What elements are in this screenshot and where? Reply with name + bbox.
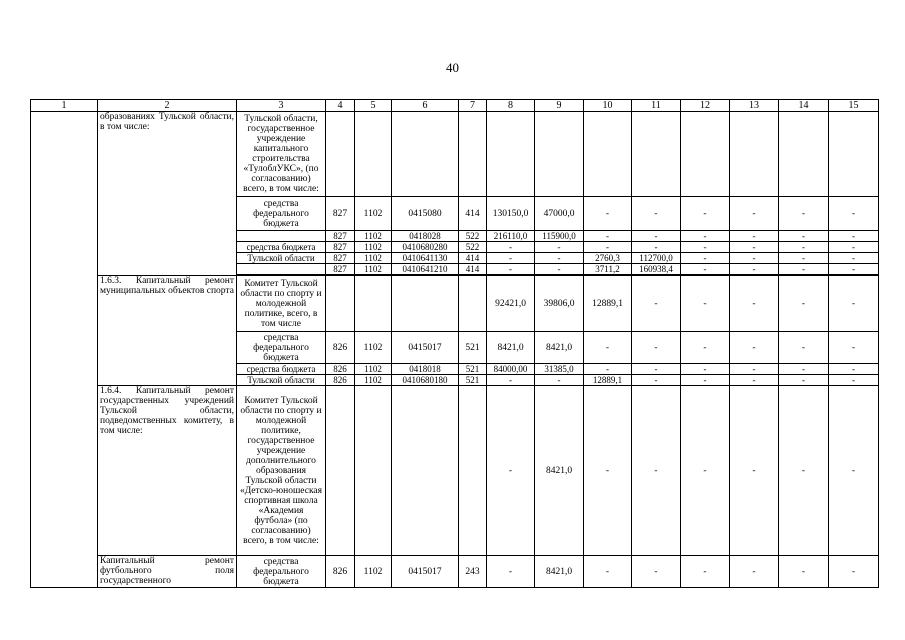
measure-cell: образованиях Тульской области, в том числе: [98,112,237,276]
value-cell: - [681,332,730,364]
value-cell: - [535,242,584,253]
value-cell: - [829,556,879,588]
value-cell: - [730,242,779,253]
header-cell: 1 [31,100,98,112]
source-cell [237,231,326,242]
value-cell: 115900,0 [535,231,584,242]
measure-cell: Капитальный ремонт футбольного поля государственного [98,556,237,588]
value-cell: - [584,242,632,253]
value-cell: 0410641130 [392,253,459,264]
source-cell: средства федерального бюджета [237,197,326,231]
value-cell: - [681,197,730,231]
value-cell: 522 [459,242,487,253]
value-cell: 1102 [355,197,392,231]
source-cell: средства федерального бюджета [237,556,326,588]
value-cell: 1102 [355,556,392,588]
value-cell: 12889,1 [584,375,632,386]
source-cell: средства бюджета [237,242,326,253]
value-cell: - [584,364,632,375]
value-cell: 1102 [355,253,392,264]
value-cell: 0410680280 [392,242,459,253]
value-cell: - [487,242,535,253]
value-cell: 522 [459,231,487,242]
value-cell: 826 [326,364,355,375]
value-cell: - [829,276,879,332]
value-cell: 414 [459,253,487,264]
value-cell: 1102 [355,332,392,364]
value-cell: - [681,556,730,588]
executor-cell: Комитет Тульской области по спорту и молодежной политике, всего, в том числе [237,276,326,332]
value-cell: 1102 [355,242,392,253]
value-cell: - [779,332,829,364]
value-cell: 39806,0 [535,276,584,332]
value-cell: - [829,253,879,264]
header-cell: 6 [392,100,459,112]
value-cell: - [681,386,730,556]
value-cell: 0415080 [392,197,459,231]
value-cell: - [730,253,779,264]
value-cell: - [829,375,879,386]
value-cell: 0410641210 [392,264,459,275]
value-cell: - [730,264,779,275]
value-cell: 826 [326,375,355,386]
header-cell: 9 [535,100,584,112]
value-cell: - [632,332,681,364]
table-row [31,556,879,588]
value-cell: 160938,4 [632,264,681,275]
value-cell: - [487,386,535,556]
value-cell: 827 [326,231,355,242]
value-cell: 826 [326,332,355,364]
value-cell: - [779,375,829,386]
header-cell: 2 [98,100,237,112]
value-cell: 92421,0 [487,276,535,332]
value-cell: - [779,276,829,332]
value-cell: - [535,253,584,264]
page-number: 40 [446,60,459,75]
value-cell: - [779,253,829,264]
header-cell: 12 [681,100,730,112]
header-cell: 11 [632,100,681,112]
source-cell: Тульской области [237,253,326,264]
value-cell: - [829,197,879,231]
value-cell: - [584,386,632,556]
value-cell: 47000,0 [535,197,584,231]
executor-cell: Комитет Тульской области по спорту и молодежной политике, государственное учреждение дополнительного образования Тульской области «Детско-юношеская спортивная школа «Академия футбола» (по согласованию) всего, в том числе: [237,386,326,556]
value-cell: - [829,231,879,242]
value-cell: - [730,276,779,332]
value-cell: - [681,242,730,253]
value-cell: - [730,375,779,386]
value-cell: 8421,0 [535,386,584,556]
value-cell: 8421,0 [535,332,584,364]
value-cell: 414 [459,197,487,231]
value-cell: - [779,231,829,242]
value-cell: 0415017 [392,332,459,364]
value-cell: - [779,242,829,253]
value-cell: 0415017 [392,556,459,588]
source-cell [237,264,326,275]
header-cell: 13 [730,100,779,112]
header-cell: 10 [584,100,632,112]
value-cell: - [681,253,730,264]
value-cell: - [730,231,779,242]
value-cell: - [584,332,632,364]
value-cell: 2760,3 [584,253,632,264]
table-row [31,386,879,556]
value-cell: - [730,386,779,556]
header-cell: 14 [779,100,829,112]
value-cell: - [681,231,730,242]
value-cell: - [632,375,681,386]
value-cell: - [779,386,829,556]
value-cell: - [730,197,779,231]
value-cell: - [829,264,879,275]
value-cell: - [632,386,681,556]
value-cell: - [535,264,584,275]
value-cell: - [632,556,681,588]
value-cell: - [681,276,730,332]
value-cell: - [632,364,681,375]
value-cell: 827 [326,197,355,231]
source-cell: Тульской области [237,375,326,386]
value-cell: 826 [326,556,355,588]
col1-cell [31,112,98,588]
value-cell: 243 [459,556,487,588]
value-cell: 130150,0 [487,197,535,231]
value-cell: 0410680180 [392,375,459,386]
value-cell: 1102 [355,375,392,386]
value-cell: - [681,375,730,386]
executor-cell: Тульской области, государственное учреждение капитального строительства «ТулоблУКС», (по согласованию) всего, в том числе: [237,112,326,197]
value-cell: - [829,364,879,375]
header-row [31,100,879,112]
value-cell: 521 [459,364,487,375]
value-cell: 1102 [355,364,392,375]
measure-cell: 1.6.3. Капитальный ремонт муниципальных объектов спорта [98,276,237,386]
value-cell: 216110,0 [487,231,535,242]
value-cell: 84000,00 [487,364,535,375]
value-cell: 414 [459,264,487,275]
value-cell: 827 [326,264,355,275]
value-cell: 1102 [355,231,392,242]
value-cell: - [487,375,535,386]
value-cell: 1102 [355,264,392,275]
header-cell: 7 [459,100,487,112]
value-cell: 521 [459,375,487,386]
value-cell: 112700,0 [632,253,681,264]
value-cell: - [632,276,681,332]
value-cell: 8421,0 [487,332,535,364]
header-cell: 3 [237,100,326,112]
header-cell: 4 [326,100,355,112]
value-cell: 0418028 [392,231,459,242]
value-cell: 827 [326,242,355,253]
value-cell: - [779,264,829,275]
value-cell: - [779,556,829,588]
value-cell: - [730,364,779,375]
value-cell: 8421,0 [535,556,584,588]
budget-table [30,99,879,588]
value-cell: - [632,231,681,242]
value-cell: - [730,556,779,588]
value-cell: 0418018 [392,364,459,375]
value-cell: - [584,231,632,242]
value-cell: 521 [459,332,487,364]
value-cell: - [730,332,779,364]
value-cell: 12889,1 [584,276,632,332]
value-cell: - [632,197,681,231]
value-cell: - [487,253,535,264]
value-cell: - [632,242,681,253]
value-cell: 827 [326,253,355,264]
measure-cell: 1.6.4. Капитальный ремонт государственных учреждений Тульской области, подведомственных комитету, в том числе: [98,386,237,556]
source-cell: средства федерального бюджета [237,332,326,364]
header-cell: 5 [355,100,392,112]
value-cell: - [779,364,829,375]
value-cell: - [779,197,829,231]
value-cell: - [535,375,584,386]
source-cell: средства бюджета [237,364,326,375]
value-cell: - [584,556,632,588]
value-cell: - [487,264,535,275]
value-cell: - [829,332,879,364]
table-row [31,112,879,197]
value-cell: 3711,2 [584,264,632,275]
value-cell: - [829,242,879,253]
table-row [31,276,879,332]
value-cell: - [487,556,535,588]
value-cell: - [681,364,730,375]
value-cell: 31385,0 [535,364,584,375]
value-cell: - [681,264,730,275]
value-cell: - [829,386,879,556]
header-cell: 15 [829,100,879,112]
value-cell: - [584,197,632,231]
header-cell: 8 [487,100,535,112]
